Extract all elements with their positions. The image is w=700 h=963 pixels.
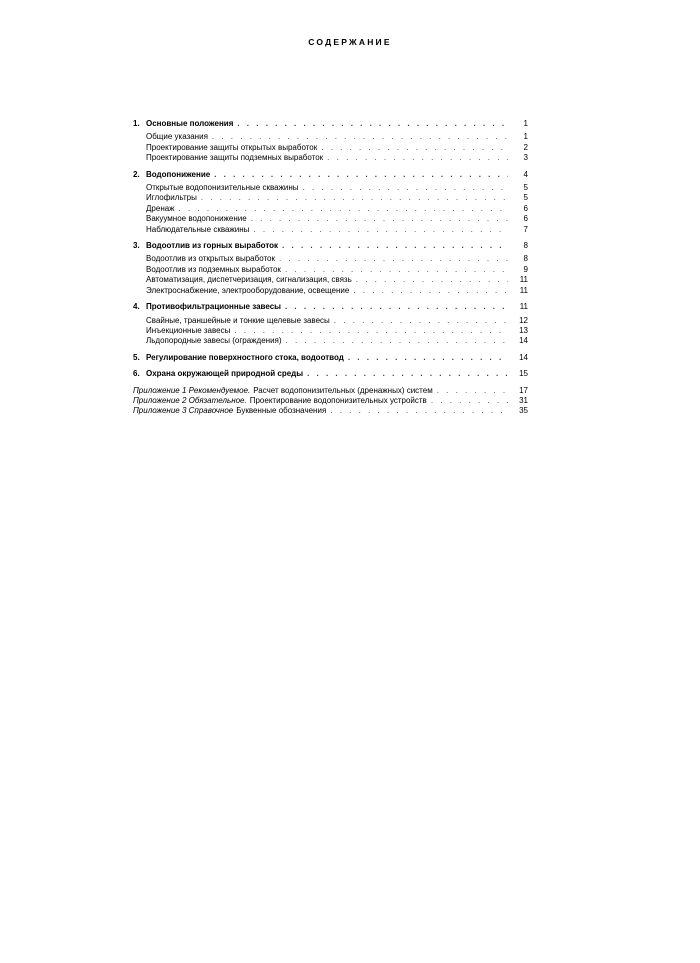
dot-leader xyxy=(431,396,508,406)
entry-title: Инъекционные завесы xyxy=(146,325,231,335)
page-number: 11 xyxy=(519,285,528,295)
toc-appendix xyxy=(133,396,528,406)
page-number: 8 xyxy=(523,241,528,251)
page-number: 12 xyxy=(519,315,528,325)
page-number: 2 xyxy=(523,142,528,152)
page-number: 11 xyxy=(519,275,528,285)
section-number: 2. xyxy=(133,169,140,179)
entry-title: Дренаж xyxy=(146,203,175,213)
dot-leader xyxy=(237,119,508,129)
toc-section-5 xyxy=(133,353,528,363)
dot-leader xyxy=(307,369,508,379)
toc-section-2 xyxy=(133,170,528,235)
dot-leader xyxy=(214,170,508,180)
page-number: 9 xyxy=(523,264,528,274)
dot-leader xyxy=(321,143,508,153)
dot-leader xyxy=(282,241,508,251)
toc-section-heading xyxy=(133,119,528,129)
appendix-type: Обязательное. xyxy=(188,395,247,405)
toc-entry xyxy=(133,225,528,235)
dot-leader xyxy=(286,336,508,346)
page-number: 17 xyxy=(519,385,528,395)
toc-entry xyxy=(133,254,528,264)
page-number: 5 xyxy=(523,193,528,203)
toc-entry xyxy=(133,193,528,203)
dot-leader xyxy=(253,225,508,235)
toc-entry xyxy=(133,132,528,142)
page-number: 11 xyxy=(519,302,528,312)
section-number: 5. xyxy=(133,352,140,362)
toc-entry xyxy=(133,336,528,346)
section-title: Противофильтрационные завесы xyxy=(146,302,281,312)
appendix-title: Проектирование водопонизительных устройств xyxy=(249,395,427,405)
page-number: 3 xyxy=(523,153,528,163)
entry-title: Проектирование защиты подземных выработок xyxy=(146,153,324,163)
appendix-label: Приложение 3 xyxy=(133,406,187,416)
toc-entry xyxy=(133,204,528,214)
page-title: СОДЕРЖАНИЕ xyxy=(308,37,392,47)
entry-title: Водоотлив из открытых выработок xyxy=(146,254,276,264)
dot-leader xyxy=(201,193,508,203)
entry-title: Иглофильтры xyxy=(146,193,197,203)
toc-entry xyxy=(133,286,528,296)
toc-entry xyxy=(133,265,528,275)
entry-title: Водоотлив из подземных выработок xyxy=(146,264,281,274)
entry-title: Открытые водопонизительные скважины xyxy=(146,183,299,193)
entry-title: Автоматизация, диспетчеризация, сигнализация, связь xyxy=(146,275,352,285)
section-title: Водоотлив из горных выработок xyxy=(146,241,279,251)
page-number: 4 xyxy=(523,169,528,179)
dot-leader xyxy=(251,214,508,224)
section-number: 3. xyxy=(133,241,140,251)
toc-entry xyxy=(133,183,528,193)
section-title: Регулирование поверхностного стока, водоотвод xyxy=(146,352,344,362)
entry-title: Льдопородные завесы (ограждения) xyxy=(146,336,282,346)
page-number: 8 xyxy=(523,254,528,264)
appendix-type: Справочное xyxy=(188,406,234,416)
toc-section-6 xyxy=(133,369,528,379)
toc-section-heading xyxy=(133,353,528,363)
toc-entry xyxy=(133,214,528,224)
dot-leader xyxy=(327,153,508,163)
entry-title: Свайные, траншейные и тонкие щелевые завесы xyxy=(146,315,330,325)
toc-appendices xyxy=(133,386,528,417)
toc-appendix xyxy=(133,406,528,416)
toc-section-4 xyxy=(133,302,528,347)
toc-entry xyxy=(133,316,528,326)
appendix-label: Приложение 2 xyxy=(133,395,187,405)
dot-leader xyxy=(279,254,508,264)
appendix-title: Расчет водопонизительных (дренажных) систем xyxy=(253,385,433,395)
toc-entry xyxy=(133,153,528,163)
section-title: Водопонижение xyxy=(146,169,211,179)
page-number: 7 xyxy=(523,224,528,234)
dot-leader xyxy=(212,132,508,142)
section-number: 1. xyxy=(133,119,140,128)
entry-title: Наблюдательные скважины xyxy=(146,224,250,234)
toc-section-3 xyxy=(133,241,528,296)
page-number: 5 xyxy=(523,183,528,193)
page-number: 31 xyxy=(519,395,528,405)
dot-leader xyxy=(179,204,508,214)
toc-appendix xyxy=(133,386,528,396)
dot-leader xyxy=(303,183,508,193)
dot-leader xyxy=(334,316,508,326)
toc-section-heading xyxy=(133,170,528,180)
toc-section-1 xyxy=(133,119,528,164)
section-title: Охрана окружающей природной среды xyxy=(146,369,304,379)
appendix-type: Рекомендуемое. xyxy=(188,385,251,395)
dot-leader xyxy=(356,275,508,285)
page-number: 1 xyxy=(523,132,528,142)
appendix-label: Приложение 1 xyxy=(133,385,187,395)
dot-leader xyxy=(234,326,508,336)
dot-leader xyxy=(348,353,508,363)
table-of-contents xyxy=(133,119,528,417)
toc-section-heading xyxy=(133,369,528,379)
toc-entry xyxy=(133,275,528,285)
entry-title: Вакуумное водопонижение xyxy=(146,214,247,224)
dot-leader xyxy=(285,302,508,312)
section-number: 4. xyxy=(133,302,140,312)
page-number: 13 xyxy=(519,325,528,335)
dot-leader xyxy=(437,386,508,396)
toc-entry xyxy=(133,143,528,153)
dot-leader xyxy=(353,286,508,296)
section-number: 6. xyxy=(133,369,140,379)
toc-section-heading xyxy=(133,302,528,312)
page-number: 6 xyxy=(523,203,528,213)
page-number: 1 xyxy=(523,119,528,128)
page-number: 6 xyxy=(523,214,528,224)
dot-leader xyxy=(285,265,508,275)
page-number: 35 xyxy=(519,406,528,416)
toc-entry xyxy=(133,326,528,336)
toc-section-heading xyxy=(133,241,528,251)
page-number: 14 xyxy=(519,352,528,362)
section-title: Основные положения xyxy=(146,119,234,128)
dot-leader xyxy=(330,406,508,416)
entry-title: Проектирование защиты открытых выработок xyxy=(146,142,318,152)
entry-title: Электроснабжение, электрооборудование, освещение xyxy=(146,285,350,295)
page-number: 14 xyxy=(519,336,528,346)
page-number: 15 xyxy=(519,369,528,379)
appendix-title: Буквенные обозначения xyxy=(236,406,327,416)
entry-title: Общие указания xyxy=(146,132,208,142)
